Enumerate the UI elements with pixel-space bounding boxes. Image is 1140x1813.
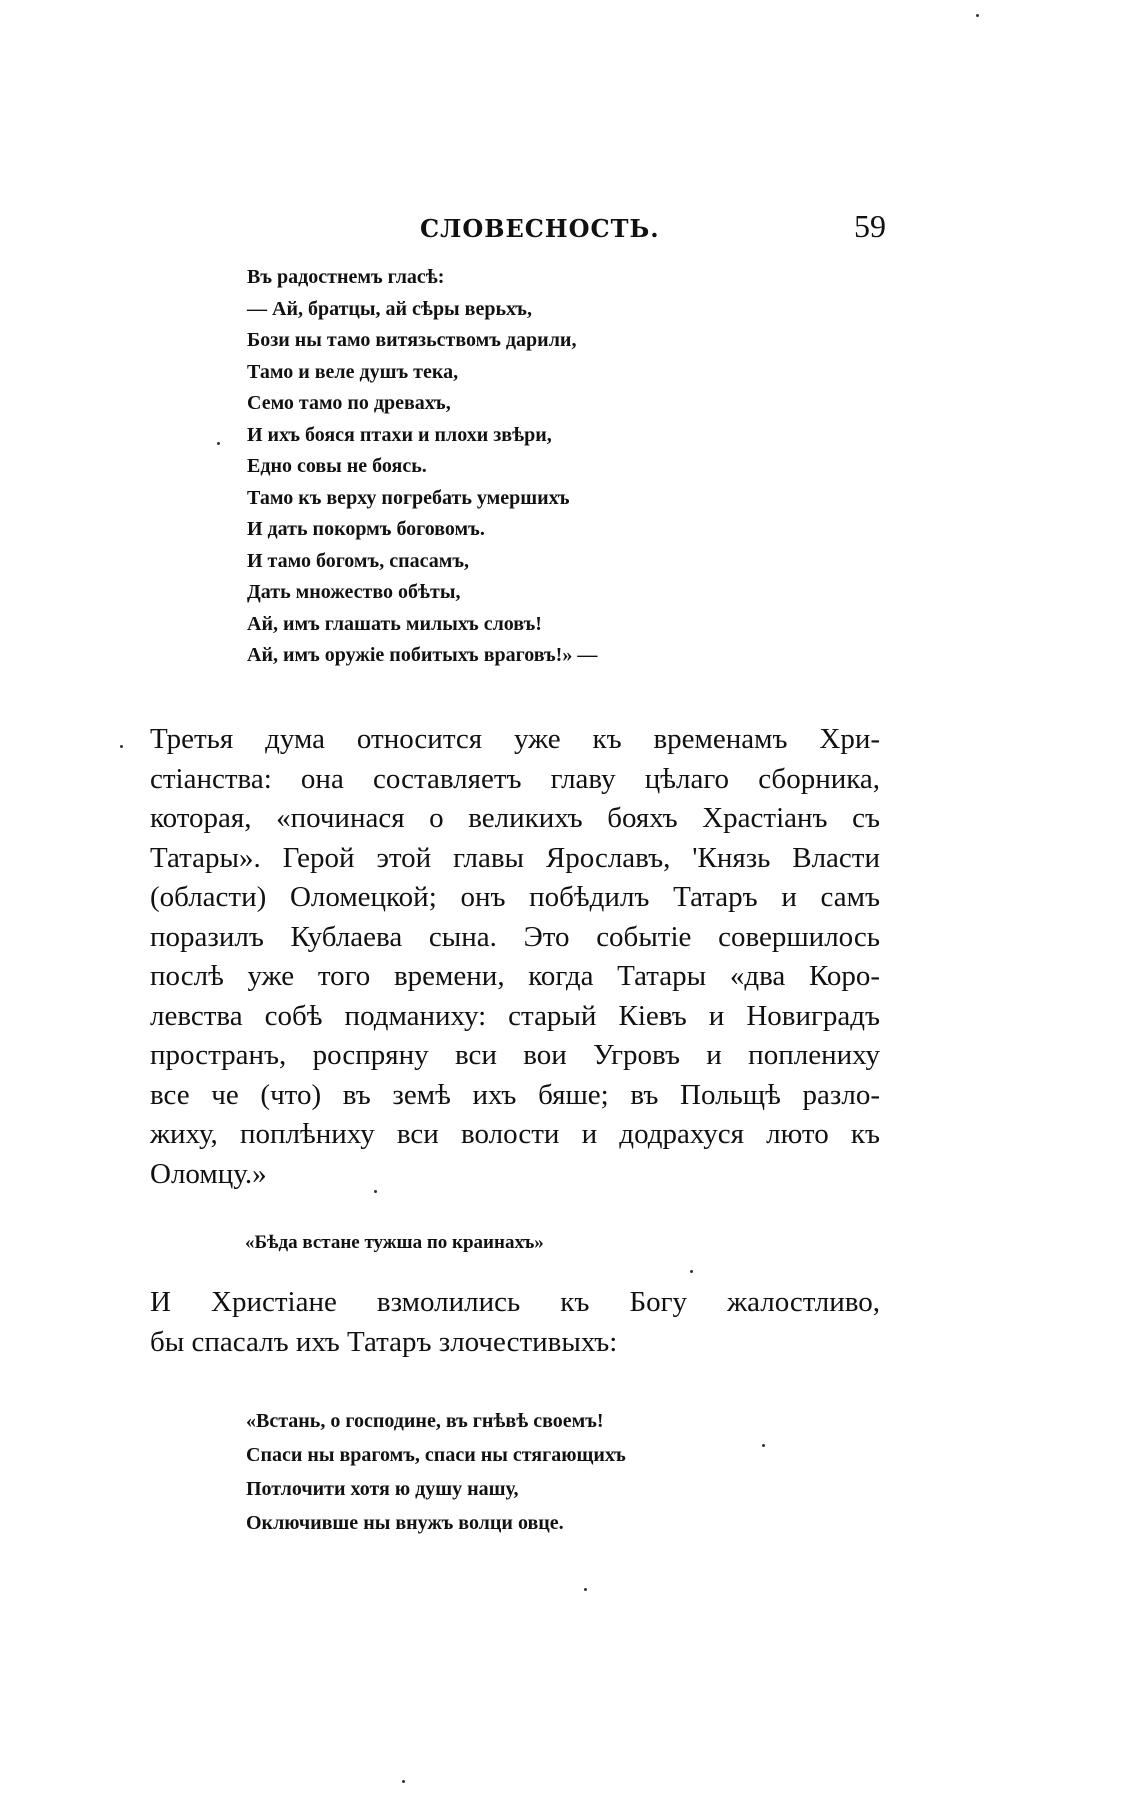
scan-speck <box>402 1780 405 1783</box>
paragraph-line: которая, «починася о великихъ бояхъ Храстіанъ съ <box>150 802 880 834</box>
scan-speck <box>120 745 123 748</box>
verse-line: Тамо и веле душъ тека, <box>247 360 459 383</box>
verse-line: И дать покормъ боговомъ. <box>247 518 485 540</box>
verse-line: Ай, имъ глашать милыхъ словъ! <box>247 612 542 635</box>
verse-line: Бози ны тамо витязьствомъ дарили, <box>247 329 577 351</box>
verse-line: «Встань, о господине, въ гнѣвѣ своемъ! <box>246 1410 604 1432</box>
paragraph-1 <box>150 720 880 1194</box>
verse-line: Оключивше ны внужъ волци овце. <box>246 1512 564 1534</box>
paragraph-line: левства собѣ подманиху: старый Кіевъ и Новиградъ <box>150 999 880 1032</box>
paragraph-2 <box>150 1283 880 1362</box>
verse-block-1 <box>247 262 597 672</box>
paragraph-line: Татары». Герой этой главы Ярославъ, 'Князь Власти <box>150 841 880 874</box>
paragraph-line: пространъ, роспряну вси вои Угровъ и поплениху <box>150 1039 880 1071</box>
verse-line: Семо тамо по древахъ, <box>247 392 451 414</box>
paragraph-line: (области) Оломецкой; онъ побѣдилъ Татаръ и самъ <box>150 881 880 913</box>
verse-line: — Ай, братцы, ай сѣры верьхъ, <box>247 297 532 320</box>
verse-line: И тамо богомъ, спасамъ, <box>247 549 470 572</box>
scan-speck <box>690 1270 693 1273</box>
page-number: 59 <box>854 208 886 244</box>
paragraph-line: поразилъ Кублаева сына. Это событіе совершилось <box>150 920 880 953</box>
paragraph-line: Третья дума относится уже къ временамъ Хри- <box>150 723 880 755</box>
verse-line: Ай, имъ оружіе побитыхъ враговъ!» — <box>247 644 598 666</box>
scan-speck <box>976 14 979 17</box>
verse-line: Въ радостнемъ гласѣ: <box>247 266 445 288</box>
paragraph-line: бы спасалъ ихъ Татаръ злочестивыхъ: <box>150 1325 618 1358</box>
verse-line: Тамо къ верху погребать умершихъ <box>247 486 570 509</box>
quoted-line: «Бѣда встане тужша по краинахъ» <box>245 1232 544 1253</box>
paragraph-line: Оломцу.» <box>150 1157 267 1190</box>
paragraph-line: все че (что) въ земѣ ихъ бяше; въ Польщѣ разло- <box>150 1078 880 1111</box>
paragraph-line: И Христіане взмолились къ Богу жалостливо, <box>150 1286 880 1318</box>
verse-line: Дать множество обѣты, <box>247 581 461 603</box>
scan-speck <box>374 1190 377 1193</box>
verse-line: Едно совы не боясь. <box>247 455 427 477</box>
verse-line: Потлочити хотя ю душу нашу, <box>246 1478 519 1500</box>
running-head-title: СЛОВЕСНОСТЬ. <box>420 214 660 243</box>
paragraph-line: послѣ уже того времени, когда Татары «два Коро- <box>150 960 880 992</box>
verse-line: Спаси ны врагомъ, спаси ны стягающихъ <box>246 1444 626 1466</box>
running-head <box>150 208 890 252</box>
verse-line: И ихъ бояся птахи и плохи звѣри, <box>247 423 552 446</box>
paragraph-line: стіанства: она составляетъ главу цѣлаго сборника, <box>150 762 880 795</box>
scan-speck <box>217 442 220 445</box>
scan-speck <box>584 1588 587 1591</box>
scan-speck <box>762 1444 765 1447</box>
verse-block-2 <box>246 1404 626 1540</box>
paragraph-line: жиху, поплѣниху вси волости и додрахуся люто къ <box>150 1118 880 1150</box>
